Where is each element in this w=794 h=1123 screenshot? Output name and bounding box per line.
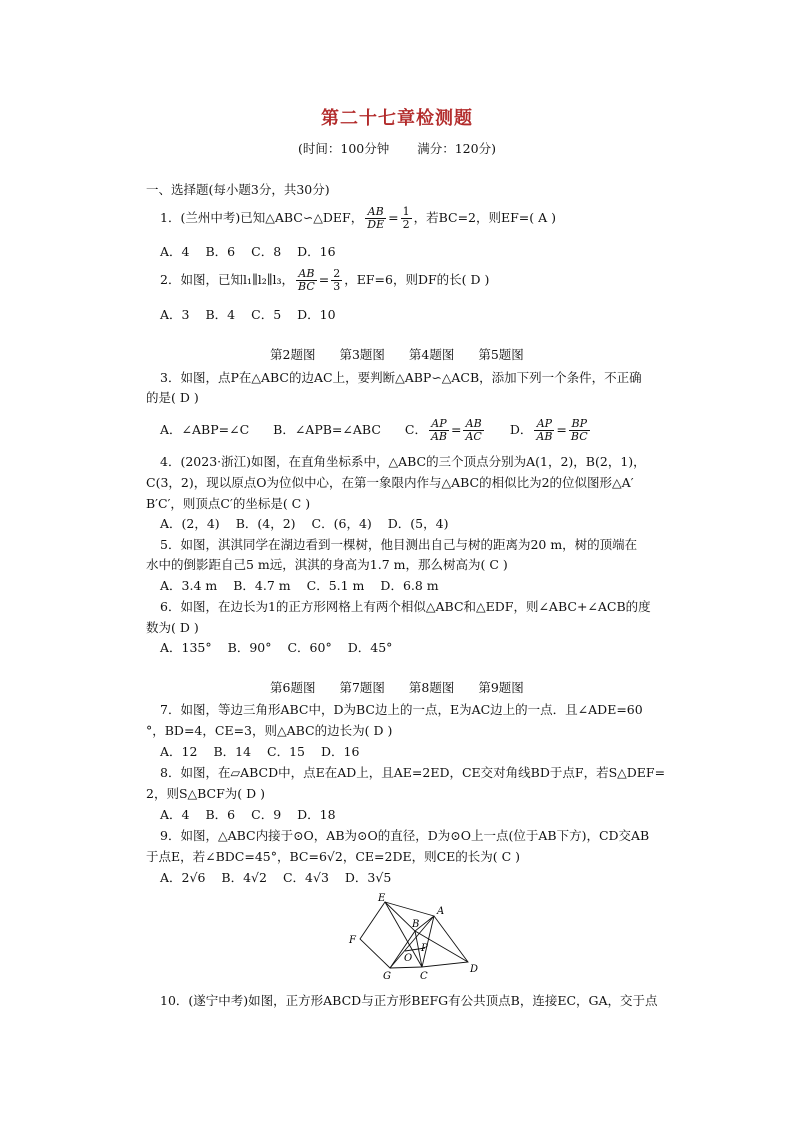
option-a: A．4 <box>160 244 190 259</box>
option-a: A．12 <box>160 744 198 759</box>
question-4-options <box>160 514 464 534</box>
fraction: $\frac{AB}{DE}$ <box>367 205 385 231</box>
label-g: G <box>383 971 391 982</box>
fraction: $\frac{AB}{BC}$ <box>298 267 315 293</box>
option-a: A．(2，4) <box>160 516 220 531</box>
option-d: D．6.8 m <box>380 578 439 593</box>
page-title: 第二十七章检测题 <box>321 108 473 129</box>
option-a: A．2√6 <box>160 870 206 885</box>
time-limit: (时间：100分钟 <box>298 141 390 156</box>
figure-caption: 第8题图 <box>408 680 455 695</box>
label-d: D <box>470 964 479 975</box>
question-3-options <box>160 418 592 443</box>
question-6-options <box>160 638 408 658</box>
question-5-line-2: 水中的倒影距自己5 m远，淇淇的身高为1.7 m，那么树高为( C ) <box>146 557 508 572</box>
full-score: 满分：120分) <box>417 141 496 156</box>
option-c: C．4√3 <box>282 870 329 885</box>
question-3-line-1: 3．如图，点P在△ABC的边AC上，要判断△ABP∽△ACB，添加下列一个条件，不正确 <box>160 370 642 385</box>
option-b: B．4.7 m <box>233 578 291 593</box>
option-d: D．(5，4) <box>387 516 449 531</box>
option-d: D．10 <box>297 307 336 322</box>
figure-caption: 第6题图 <box>270 680 316 695</box>
figure-caption: 第7题图 <box>339 680 385 695</box>
option-c: C．5 <box>251 307 282 322</box>
question-2-options <box>160 305 352 325</box>
question-9-options <box>160 868 407 888</box>
question-6-line-1: 6．如图，在边长为1的正方形网格上有两个相似△ABC和△EDF，则∠ABC+∠ACB的度 <box>160 599 651 614</box>
option-a: A．135° <box>160 640 212 655</box>
figure-caption: 第9题图 <box>478 680 524 695</box>
question-8-line-2: 2，则S△BCF为( D ) <box>146 786 266 801</box>
fraction: $\frac{1}{2}$ <box>402 205 410 231</box>
option-d: D．18 <box>297 807 336 822</box>
question-4-line-3: B′C′，则顶点C′的坐标是( C ) <box>146 496 311 511</box>
figure-caption: 第3题图 <box>339 347 385 362</box>
option-d: D．16 <box>321 744 360 759</box>
question-6-line-2: 数为( D ) <box>146 620 199 635</box>
question-8-line-1: 8．如图，在▱ABCD中，点E在AD上，且AE=2ED，CE交对角线BD于点F，若S△DEF= <box>160 765 666 780</box>
section-heading: 一、选择题(每小题3分，共30分) <box>146 182 330 197</box>
option-d: D．16 <box>297 244 336 259</box>
label-a: A <box>437 906 445 917</box>
option-a: A．3 <box>160 307 190 322</box>
option-d: D．3√5 <box>344 870 392 885</box>
option-b: B．6 <box>205 807 236 822</box>
square-abcd <box>415 916 468 967</box>
figure-caption: 第4题图 <box>408 347 455 362</box>
question-7-line-2: °，BD=4，CE=3，则△ABC的边长为( D ) <box>146 723 393 738</box>
option-b: B．14 <box>213 744 252 759</box>
option-b: B．4 <box>205 307 236 322</box>
option-a: A．4 <box>160 807 190 822</box>
label-f: F <box>349 935 356 946</box>
question-3-line-2: 的是( D ) <box>146 390 199 405</box>
question-7-line-1: 7．如图，等边三角形ABC中，D为BC边上的一点，E为AC边上的一点．且∠ADE=60 <box>160 702 643 717</box>
option-c: C．9 <box>251 807 282 822</box>
label-p: P <box>421 943 428 954</box>
figure-caption: 第5题图 <box>478 347 524 362</box>
label-e: E <box>378 893 386 904</box>
question-10-line-1: 10．(遂宁中考)如图，正方形ABCD与正方形BEFG有公共顶点B，连接EC，GA，交于点 <box>160 993 658 1008</box>
option-c: C．5.1 m <box>306 578 365 593</box>
label-c: C <box>420 971 428 982</box>
option-a: A．3.4 m <box>160 578 218 593</box>
question-5-options <box>160 576 455 596</box>
option-b: B．(4，2) <box>235 516 296 531</box>
option-c: C． $\frac{AP}{AB}$ = $\frac{AB}{AC}$ <box>404 417 482 443</box>
option-c: C．8 <box>251 244 282 259</box>
option-b: B．90° <box>227 640 272 655</box>
question-1-options <box>160 242 352 262</box>
line-gc <box>390 967 422 968</box>
question-1: 1．(兰州中考)已知△ABC∽△DEF， $\frac{AB}{DE}$ = $\frac{1}{2}$ ，若BC=2，则EF=( A ) <box>160 205 557 231</box>
fraction: $\frac{2}{3}$ <box>333 267 341 293</box>
question-8-options <box>160 805 352 825</box>
page-subtitle <box>0 139 794 157</box>
question-9-line-1: 9．如图，△ABC内接于⊙O，AB为⊙O的直径，D为⊙O上一点(位于AB下方)，CD交AB <box>160 828 650 843</box>
option-a: A．∠ABP=∠C <box>160 422 250 437</box>
option-c: C．(6，4) <box>311 516 372 531</box>
figure-caption-row-2 <box>270 678 548 696</box>
option-b: B．6 <box>205 244 236 259</box>
question-4-line-1: 4．(2023·浙江)如图，在直角坐标系中，△ABC的三个顶点分别为A(1，2)，B(2，1)， <box>160 454 646 469</box>
option-d: D． $\frac{AP}{AB}$ = $\frac{BP}{BC}$ <box>509 417 588 443</box>
option-d: D．45° <box>347 640 393 655</box>
question-9-line-2: 于点E，若∠BDC=45°，BC=6√2，CE=2DE，则CE的长为( C ) <box>146 849 521 864</box>
figure-caption: 第2题图 <box>270 347 316 362</box>
label-b: B <box>412 919 420 930</box>
question-7-options <box>160 742 375 762</box>
question-5-line-1: 5．如图，淇淇同学在湖边看到一棵树，他目测出自己与树的距离为20 m，树的顶端在 <box>160 537 638 552</box>
figure-caption-row-1 <box>270 345 548 363</box>
option-b: B．4√2 <box>221 870 267 885</box>
question-10-figure <box>340 893 480 983</box>
option-c: C．60° <box>287 640 332 655</box>
label-o: O <box>404 953 413 964</box>
question-4-line-2: C(3，2)，现以原点O为位似中心，在第一象限内作与△ABC的相似比为2的位似图形△A′ <box>146 475 634 490</box>
option-c: C．15 <box>267 744 306 759</box>
option-b: B．∠APB=∠ABC <box>273 422 381 437</box>
question-2: 2．如图，已知l₁∥l₂∥l₃， $\frac{AB}{BC}$ = $\frac{2}{3}$ ，EF=6，则DF的长( D ) <box>160 267 490 293</box>
